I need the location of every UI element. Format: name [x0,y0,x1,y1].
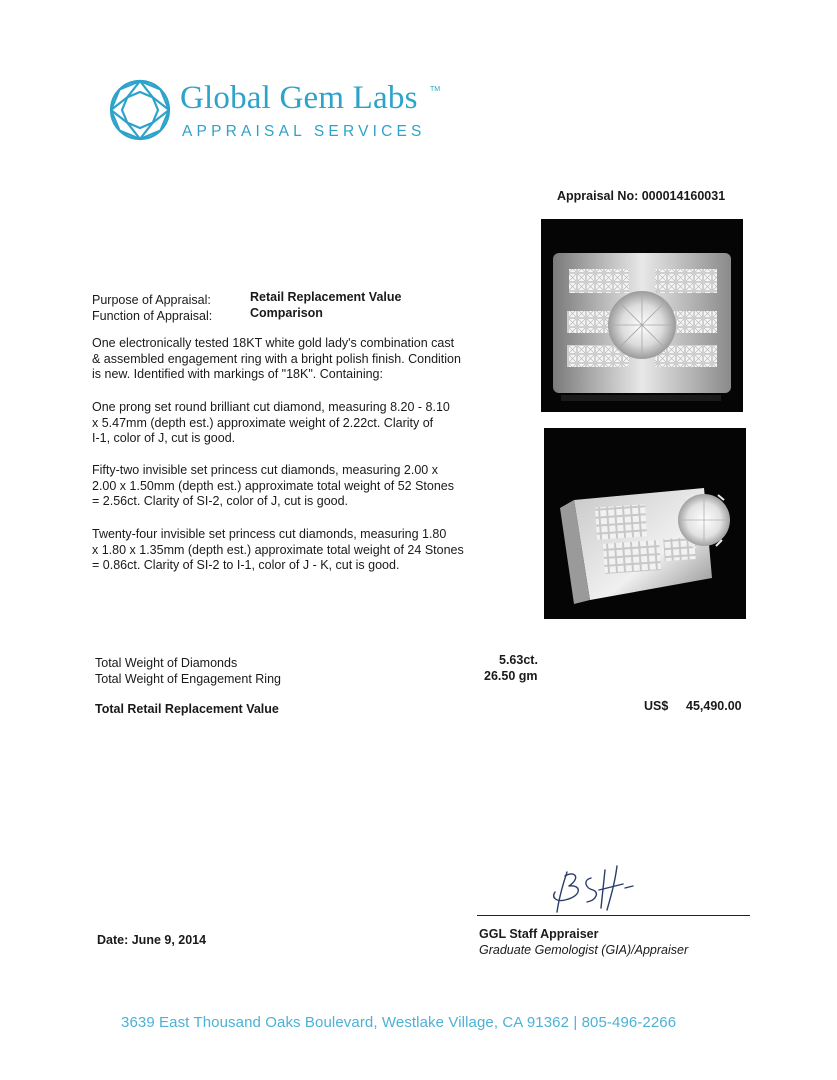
appraisal-date: Date: June 9, 2014 [97,933,207,947]
description-paragraph-4 [92,527,512,574]
description-line: is new. Identified with markings of "18K". Containing: [92,367,383,381]
brand-subtitle: APPRAISAL SERVICES [182,123,426,140]
brand-name: Global Gem Labs [180,80,418,116]
signature-line [477,915,750,916]
trademark-mark: TM [430,86,441,93]
appraiser-title: GGL Staff Appraiser [479,927,599,941]
description-line: & assembled engagement ring with a bright polish finish. Condition [92,351,461,366]
description-paragraph-2 [92,400,512,447]
purpose-value: Retail Replacement Value [250,290,402,304]
description-line: Fifty-two invisible set princess cut diamonds, measuring 2.00 x [92,463,438,477]
total-retail-label: Total Retail Replacement Value [95,702,279,716]
currency-label: US$ [644,699,669,713]
description-line: I-1, color of J, cut is good. [92,431,236,445]
total-ring-value: 26.50 gm [484,669,538,683]
total-diamonds-value: 5.63ct. [499,653,538,667]
purpose-label: Purpose of Appraisal: [92,293,211,307]
appraisal-number: Appraisal No: 000014160031 [557,189,726,203]
description-line: x 1.80 x 1.35mm (depth est.) approximate total weight of 24 Stones [92,542,464,557]
description-line: 2.00 x 1.50mm (depth est.) approximate total weight of 52 Stones [92,478,455,493]
description-line: = 0.86ct. Clarity of SI-2 to I-1, color of J - K, cut is good. [92,558,400,572]
total-retail-value: 45,490.00 [686,699,742,713]
ring-photo-front [541,219,743,412]
description-line: One electronically tested 18KT white gold lady's combination cast [92,336,455,350]
description-line: Twenty-four invisible set princess cut diamonds, measuring 1.80 [92,527,447,541]
description-line: x 5.47mm (depth est.) approximate weight of 2.22ct. Clarity of [92,415,434,430]
ring-photo-side [544,428,746,619]
appraiser-credential: Graduate Gemologist (GIA)/Appraiser [479,943,689,957]
handwritten-signature [535,862,645,920]
description-line: One prong set round brilliant cut diamond, measuring 8.20 - 8.10 [92,400,450,414]
description-paragraph-3 [92,463,512,510]
total-diamonds-label: Total Weight of Diamonds [95,656,238,670]
total-ring-label: Total Weight of Engagement Ring [95,672,281,686]
company-logo [108,78,448,152]
footer-address: 3639 East Thousand Oaks Boulevard, Westlake Village, CA 91362 | 805-496-2266 [121,1014,677,1031]
description-paragraph-1 [92,336,512,383]
function-label: Function of Appraisal: [92,309,213,323]
diamond-logo-icon [108,78,172,142]
description-line: = 2.56ct. Clarity of SI-2, color of J, cut is good. [92,494,349,508]
function-value: Comparison [250,306,323,320]
